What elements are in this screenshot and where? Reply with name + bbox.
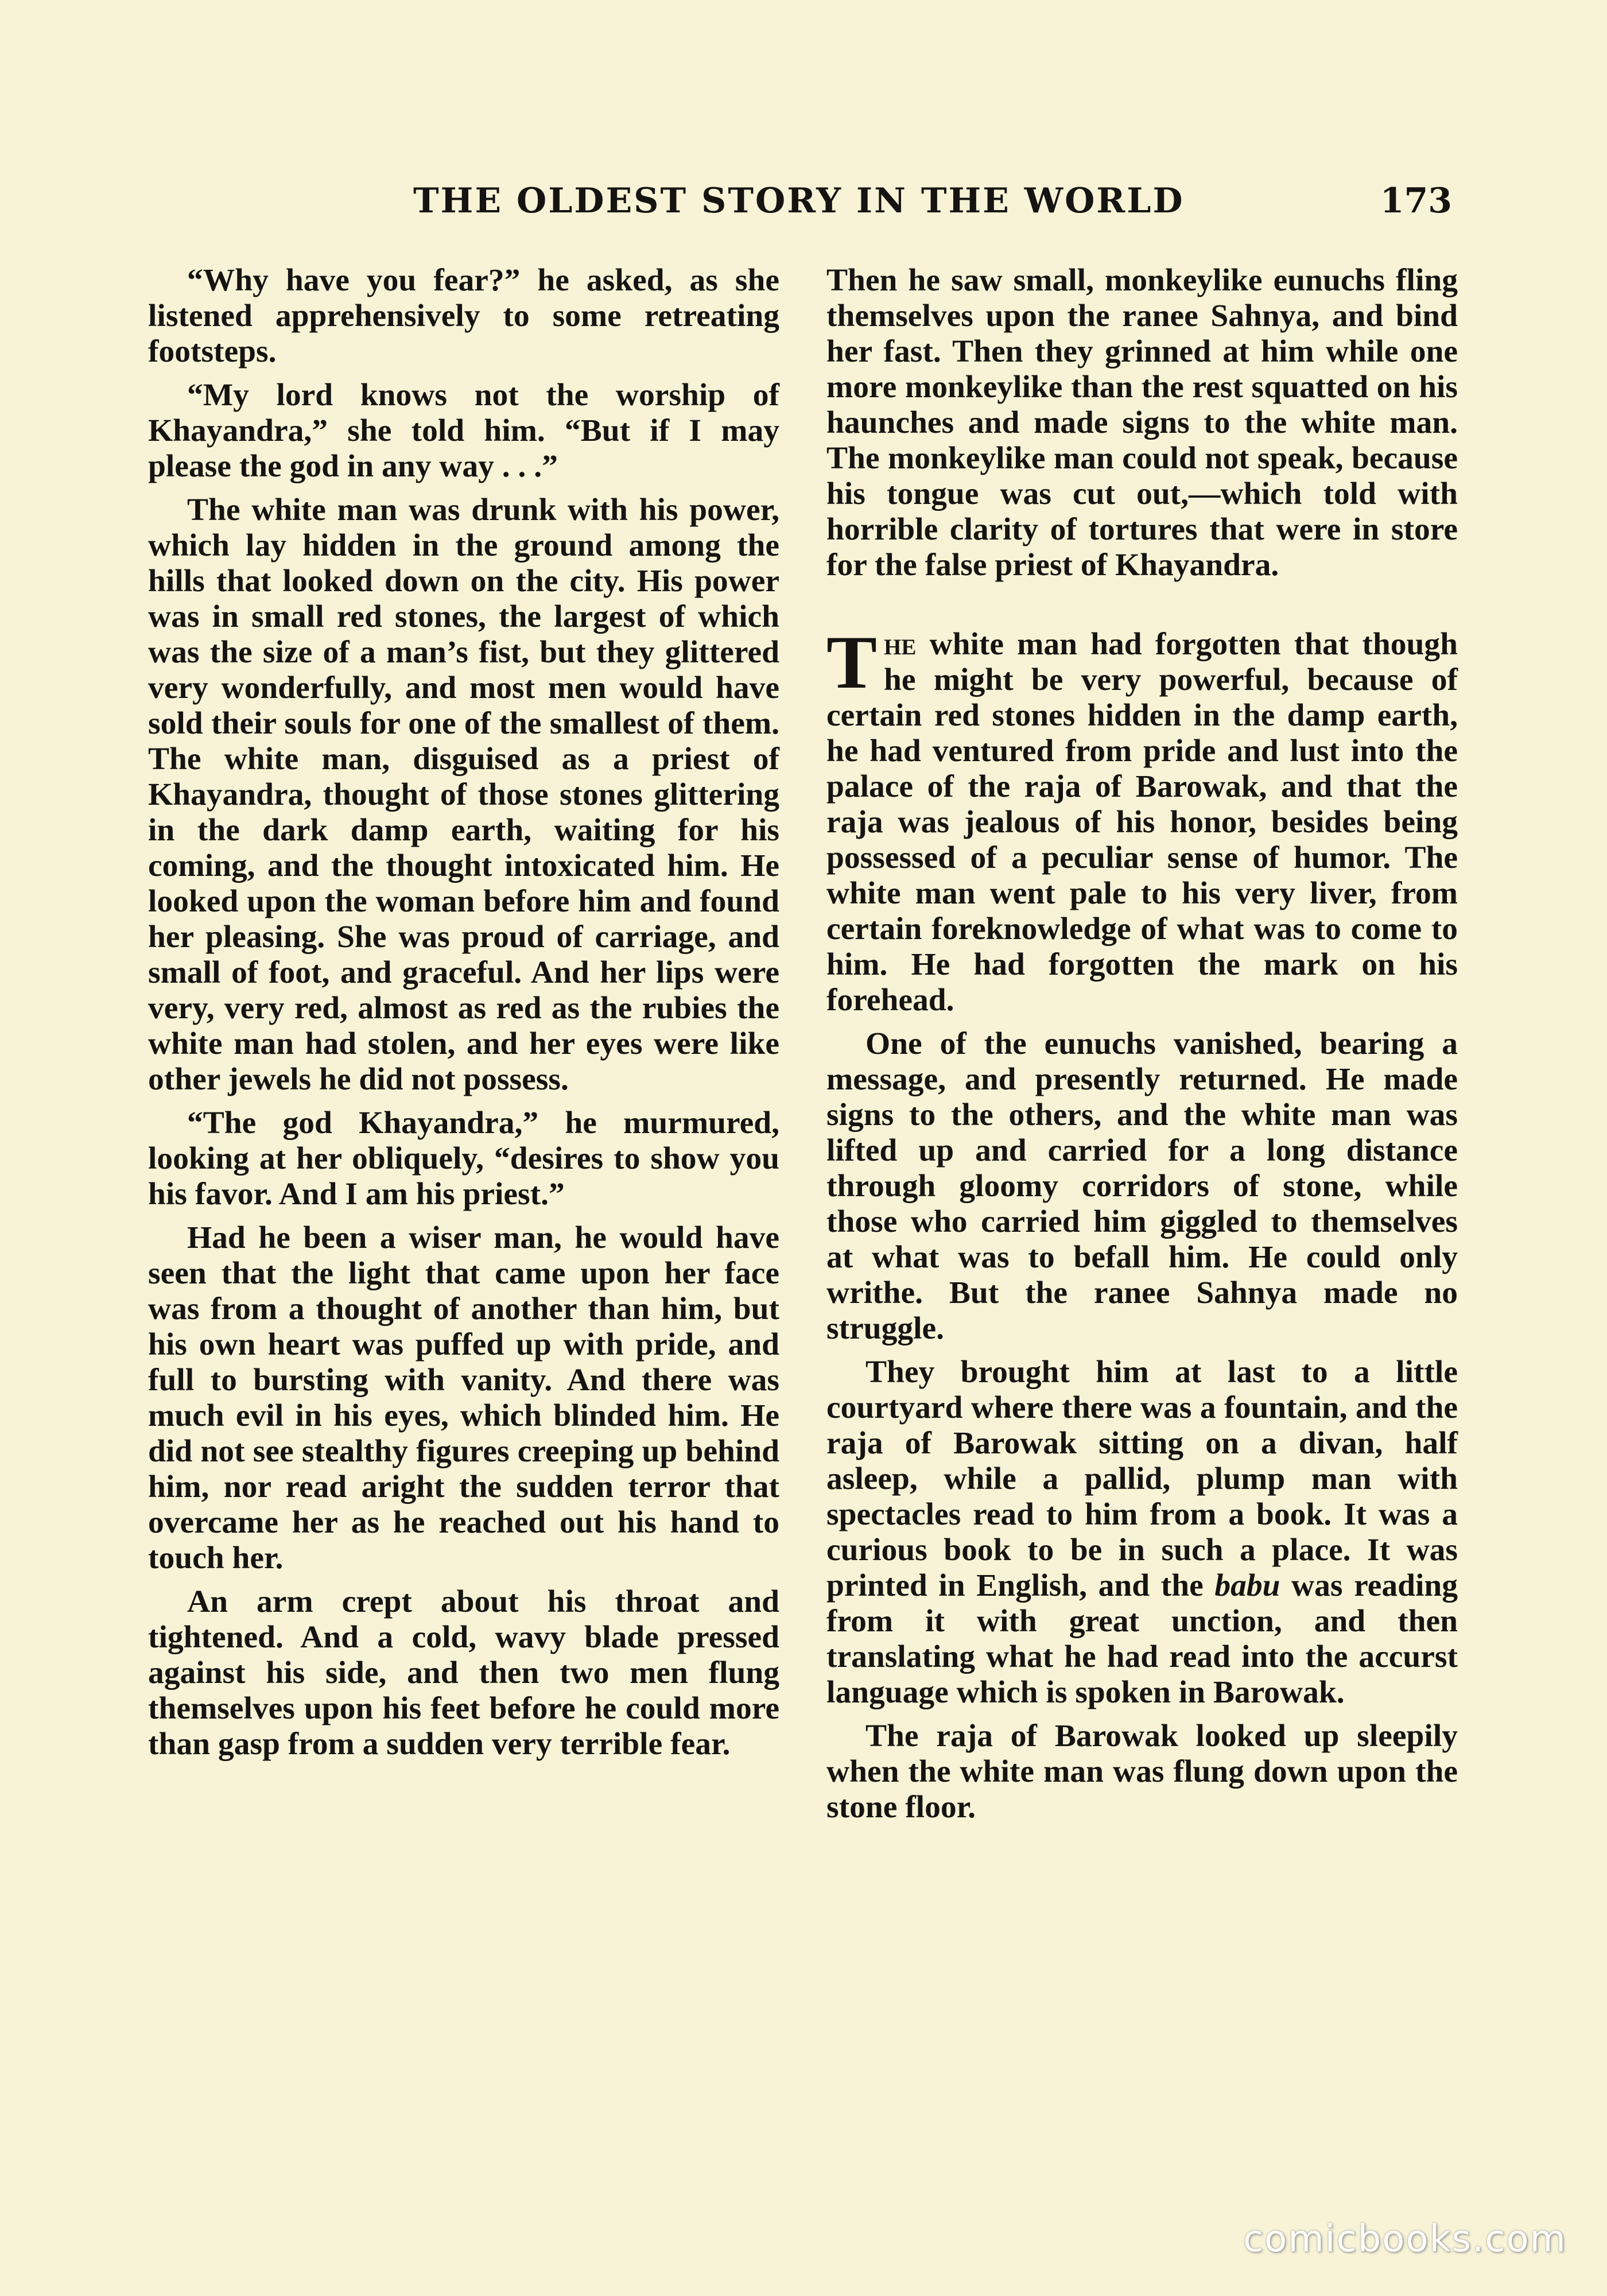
paragraph-raja-looked-up: The raja of Barowak looked up sleepily when the white man was flung down upon the stone floor. xyxy=(826,1719,1458,1825)
paragraph-monkeylike-eunuchs: Then he saw small, monkeylike eunuchs fling themselves upon the ranee Sahnya, and bind her fast. Then they grinned at him while one more monkeylike than the rest squatted on his haunches and made signs to the white man. The monkeylike man could not speak, because his tongue was cut out,—which told with horrible clarity of tortures that were in store for the false priest of Khayandra. xyxy=(826,263,1458,583)
paragraph-eunuchs-vanished: One of the eunuchs vanished, bearing a message, and presently returned. He made signs to the others, and the white man was lifted up and carried for a long distance through gloomy corridors of stone, while those who carried him giggled to themselves at what was to befall him. He could only writhe. But the ranee Sahnya made no struggle. xyxy=(826,1026,1458,1346)
courtyard-text-1: They brought him at last to a little courtyard where there was a fountain, and the raja of Barowak sitting on a divan, half asleep, while a pallid, plump man with spectacles read to him from a book. It was a curious book to be in such a place. It was printed in English, and the xyxy=(826,1355,1458,1603)
left-column xyxy=(148,263,779,1770)
babu-italic: babu xyxy=(1214,1568,1280,1603)
page-number: 173 xyxy=(1380,181,1452,221)
courtyard-text-2: was reading from it with great unction, and then translating what he had read into the accurst language which is spoken in Barowak. xyxy=(826,1568,1458,1710)
drop-cap: T xyxy=(826,620,878,704)
section-break xyxy=(826,591,1458,627)
running-title: THE OLDEST STORY IN THE WORLD xyxy=(413,181,1185,221)
watermark-logo: comicbooks.com xyxy=(1243,2218,1567,2260)
paragraph-forgotten-text: white man had forgotten that though he might be very powerful, because of certain red stones hidden in the damp earth, he had ventured from pride and lust into the palace of the raja of Barowak, and that the raja was jealous of his honor, besides being possessed of a peculiar sense of humor. The white man went pale to his very liver, from certain foreknowledge of what was to come to him. He had forgotten the mark on his forehead. xyxy=(826,627,1458,1018)
paragraph-god-khayandra: “The god Khayandra,” he murmured, looking at her obliquely, “desires to show you his favor. And I am his priest.” xyxy=(148,1106,779,1212)
paragraph-arm-crept: An arm crept about his throat and tightened. And a cold, wavy blade pressed against his side, and then two men flung themselves upon his feet before he could more than gasp from a sudden very terrible fear. xyxy=(148,1584,779,1762)
paragraph-courtyard xyxy=(826,1355,1458,1711)
running-head xyxy=(149,175,1469,227)
drop-cap-smallcaps: he xyxy=(884,627,917,662)
right-column xyxy=(826,263,1458,1833)
paragraph-wiser-man: Had he been a wiser man, he would have seen that the light that came upon her face was from a thought of another than him, but his own heart was puffed up with pride, and full to bursting with vanity. And there was much evil in his eyes, which blinded him. He did not see stealthy figures creeping up behind him, nor read aright the sudden terror that overcame her as he reached out his hand to touch her. xyxy=(148,1220,779,1576)
paragraph-white-man-power: The white man was drunk with his power, which lay hidden in the ground among the hills that looked down on the city. His power was in small red stones, the largest of which was the size of a man’s fist, but they glittered very wonderfully, and most men would have sold their souls for one of the smallest of them. The white man, disguised as a priest of Khayandra, thought of those stones glittering in the dark damp earth, waiting for his coming, and the thought intoxicated him. He looked upon the woman before him and found her pleasing. She was proud of carriage, and small of foot, and graceful. And her lips were very, very red, almost as red as the rubies the white man had stolen, and her eyes were like other jewels he did not possess. xyxy=(148,492,779,1097)
paragraph-worship: “My lord knows not the worship of Khayandra,” she told him. “But if I may please the god in any way . . .” xyxy=(148,378,779,484)
paragraph-why-fear: “Why have you fear?” he asked, as she listened apprehensively to some retreating footsteps. xyxy=(148,263,779,369)
paragraph-forgotten xyxy=(826,620,1458,1018)
